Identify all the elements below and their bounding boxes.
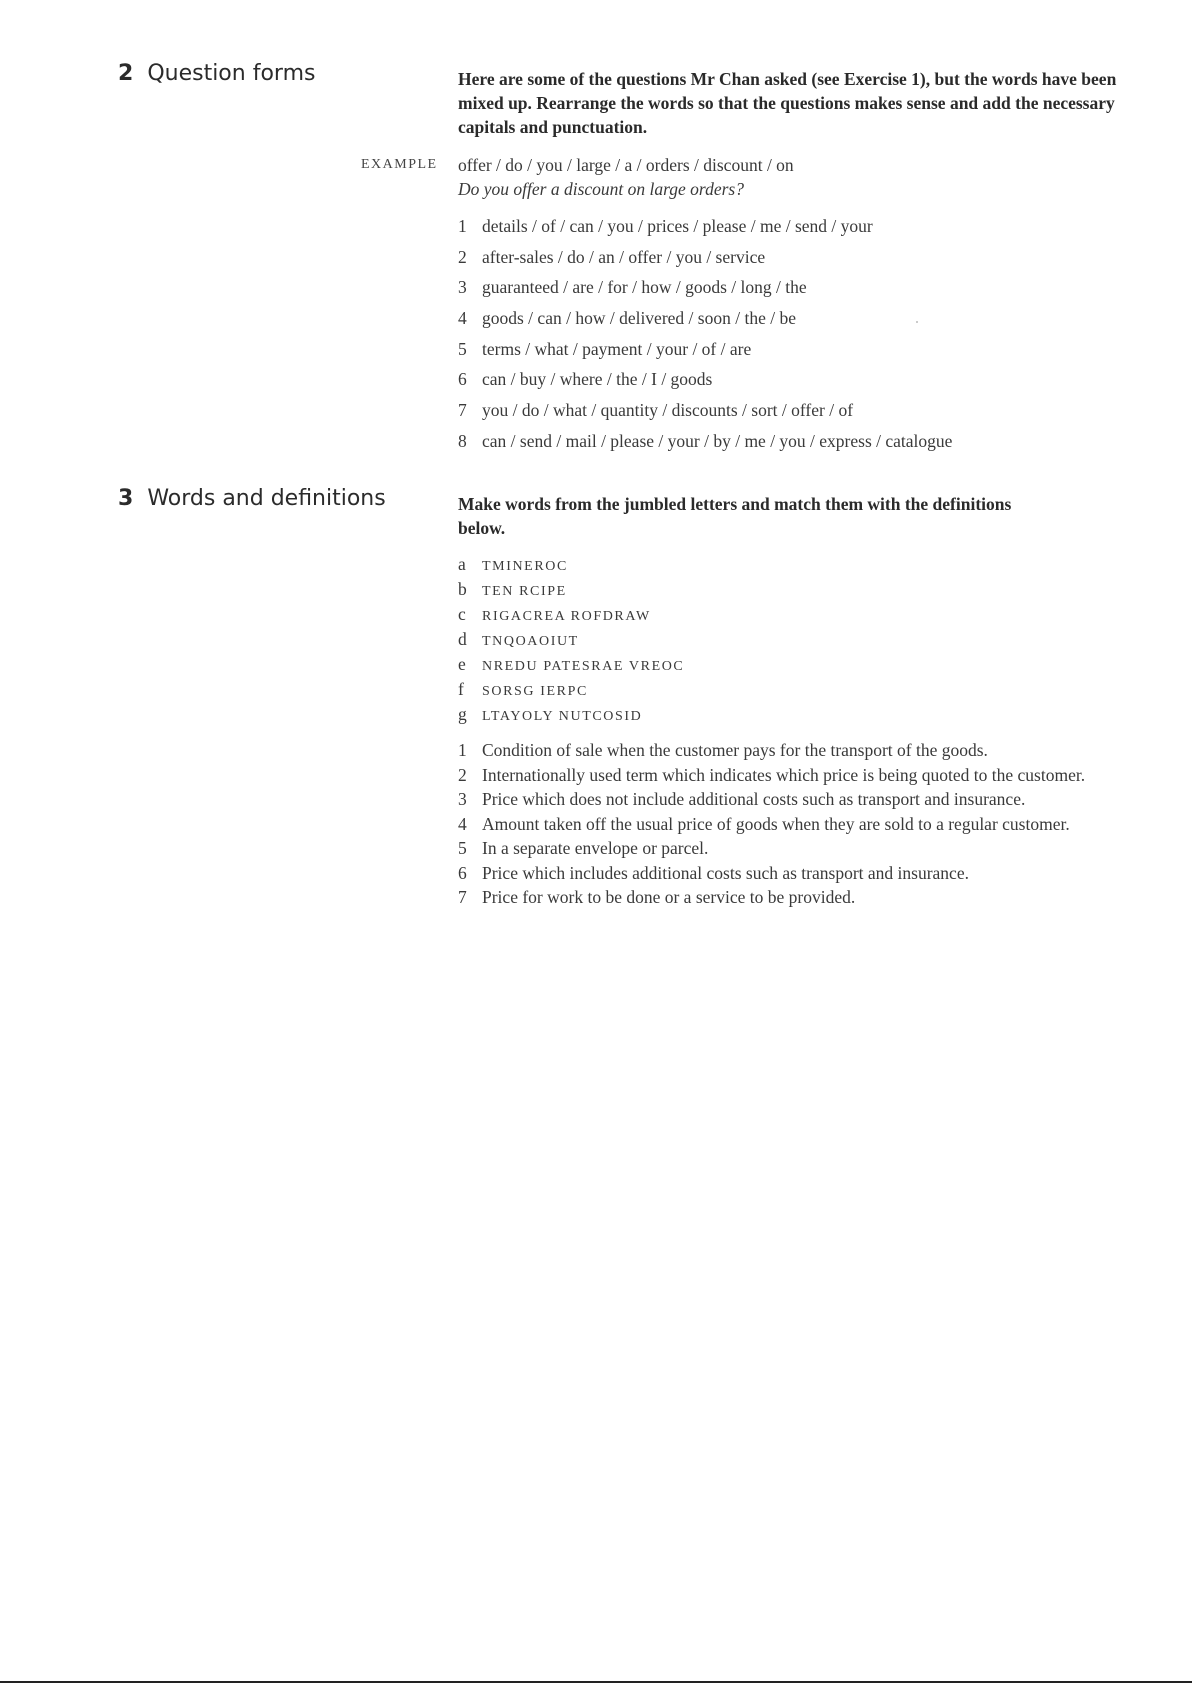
jumbled-letters-wrap: [458, 552, 1118, 727]
definition-item-marker: 1: [458, 740, 467, 760]
jumbled-word-item-text: LTAYOLY NUTCOSID: [482, 709, 643, 724]
question-item-text: details / of / can / you / prices / please / me / send / your: [482, 216, 873, 236]
definition-item: [458, 836, 1118, 861]
question-item: [458, 303, 1118, 334]
definition-item-text: Condition of sale when the customer pays for the transport of the goods.: [482, 740, 988, 760]
jumbled-word-item-marker: d: [458, 629, 467, 649]
jumbled-word-item-marker: c: [458, 604, 466, 624]
question-item: [458, 211, 1118, 242]
example-label: EXAMPLE: [361, 157, 438, 172]
definition-item-marker: 4: [458, 813, 467, 834]
definition-item-marker: 7: [458, 887, 467, 907]
jumbled-word-item-text: NREDU PATESRAE VREOC: [482, 659, 685, 674]
jumbled-word-item-text: TNQOAOIUT: [482, 634, 579, 649]
jumbled-word-item: [458, 552, 1118, 577]
definition-item-marker: 3: [458, 789, 467, 809]
section-title: Words and definitions: [147, 486, 386, 511]
definition-item: [458, 787, 1118, 812]
question-item-marker: 8: [458, 430, 467, 451]
definition-item: [458, 812, 1118, 837]
definition-item-text: Price which includes additional costs such as transport and insurance.: [482, 862, 969, 883]
exercise-body: [458, 67, 1118, 139]
instruction-text: Here are some of the questions Mr Chan asked (see Exercise 1), but the words have been mixed up. Rearrange the words so that the questions makes sense and add the necessary capitals and punctuation.: [458, 69, 1117, 137]
jumbled-word-item: [458, 677, 1118, 702]
question-item-marker: 5: [458, 338, 467, 359]
question-item-text: after-sales / do / an / offer / you / service: [482, 246, 766, 267]
jumbled-word-item-text: TMINEROC: [482, 559, 568, 574]
jumbled-word-item-marker: e: [458, 654, 466, 674]
definition-item-text: Amount taken off the usual price of goods when they are sold to a regular customer.: [482, 813, 1070, 834]
jumbled-word-item-marker: b: [458, 579, 467, 599]
definition-item-text: Internationally used term which indicates which price is being quoted to the customer.: [482, 764, 1086, 785]
question-item-marker: 7: [458, 400, 467, 421]
jumbled-word-item-text: TEN RCIPE: [482, 584, 567, 599]
question-item: [458, 364, 1118, 395]
jumbled-letters-list: [458, 552, 1118, 727]
definition-item: [458, 885, 1118, 910]
definition-item: [458, 861, 1118, 886]
definition-item-marker: 5: [458, 838, 467, 858]
question-item: [458, 334, 1118, 365]
jumbled-word-item-marker: f: [458, 679, 464, 699]
question-item-text: guaranteed / are / for / how / goods / long / the: [482, 277, 807, 298]
question-item-marker: 3: [458, 277, 467, 298]
question-item-text: terms / what / payment / your / of / are: [482, 338, 752, 359]
jumbled-word-item-marker: g: [458, 704, 467, 724]
section-heading: [118, 61, 315, 86]
definition-item-text: In a separate envelope or parcel.: [482, 838, 709, 858]
question-item: [458, 395, 1118, 426]
jumbled-word-item-text: SORSG IERPC: [482, 684, 588, 699]
question-item-text: you / do / what / quantity / discounts / sort / offer / of: [482, 400, 854, 421]
question-item-marker: 4: [458, 308, 467, 329]
definition-item-marker: 2: [458, 764, 467, 785]
example-question: offer / do / you / large / a / orders / discount / on: [458, 155, 794, 175]
definitions-list: [458, 738, 1118, 910]
question-item-marker: 2: [458, 246, 467, 267]
question-item-text: can / buy / where / the / I / goods: [482, 369, 713, 390]
section-number: 2: [118, 61, 134, 86]
definition-item-text: Price which does not include additional costs such as transport and insurance.: [482, 789, 1026, 809]
question-item-marker: 1: [458, 216, 467, 236]
jumbled-word-item: [458, 627, 1118, 652]
definitions-wrap: [458, 738, 1118, 910]
exercise-body: [458, 492, 1118, 540]
definition-item-text: Price for work to be done or a service to be provided.: [482, 887, 856, 907]
question-item-text: can / send / mail / please / your / by / me / you / express / catalogue: [482, 430, 953, 451]
definition-item: [458, 763, 1118, 788]
definition-item: [458, 738, 1118, 763]
jumbled-word-item: [458, 652, 1118, 677]
question-item: [458, 242, 1118, 273]
jumbled-word-item: [458, 577, 1118, 602]
question-item: [458, 426, 1118, 457]
jumbled-word-item-text: RIGACREA ROFDRAW: [482, 609, 651, 624]
definition-item-marker: 6: [458, 862, 467, 883]
question-list-wrap: [458, 211, 1118, 457]
page-bottom-rule: [0, 1681, 1192, 1683]
jumbled-word-item: [458, 702, 1118, 727]
jumbled-word-item: [458, 602, 1118, 627]
question-item: [458, 272, 1118, 303]
question-item-marker: 6: [458, 369, 467, 390]
question-item-text: goods / can / how / delivered / soon / the / be: [482, 308, 796, 329]
section-heading: [118, 486, 386, 511]
section-title: Question forms: [147, 61, 316, 86]
scan-speck: [916, 321, 918, 323]
example-block: [458, 153, 1118, 201]
question-list: [458, 211, 1118, 457]
instruction-text: Make words from the jumbled letters and match them with the definitions below.: [458, 494, 1012, 538]
jumbled-word-item-marker: a: [458, 554, 466, 574]
example-answer: Do you offer a discount on large orders?: [458, 179, 744, 199]
section-number: 3: [118, 486, 134, 511]
